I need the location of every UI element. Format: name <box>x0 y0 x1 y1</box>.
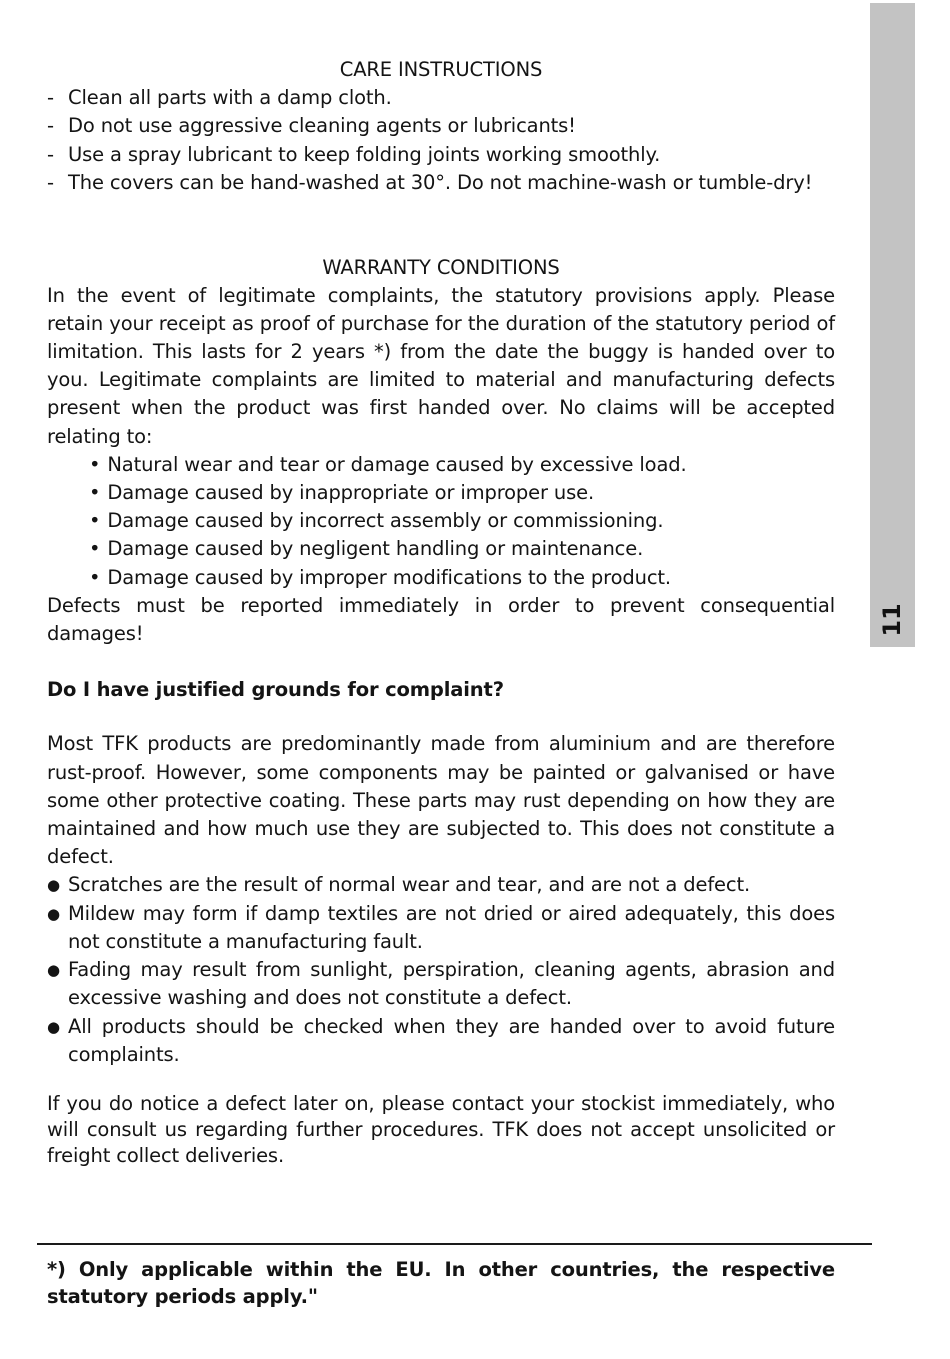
footnote: *) Only applicable within the EU. In other countries, the respective statutory periods apply." <box>47 1258 835 1308</box>
complaint-item: ● Mildew may form if damp textiles are not dried or aired adequately, this does not constitute a manufacturing fault. <box>47 901 835 953</box>
complaint-item: ● Fading may result from sunlight, perspiration, cleaning agents, abrasion and excessive washing and does not constitute a defect. <box>47 958 835 1010</box>
complaint-item: ● Scratches are the result of normal wear and tear, and are not a defect. <box>47 873 751 897</box>
warranty-conditions-heading: WARRANTY CONDITIONS <box>322 255 560 279</box>
exclusion-item: • Damage caused by inappropriate or improper use. <box>89 481 595 505</box>
page-number: 11 <box>878 603 906 637</box>
complaint-question: Do I have justified grounds for complaint? <box>47 678 504 702</box>
exclusion-item: • Damage caused by incorrect assembly or commissioning. <box>89 509 664 533</box>
page-side-tab <box>870 3 915 647</box>
page-content <box>47 56 835 1169</box>
care-item: - Do not use aggressive cleaning agents or lubricants! <box>47 114 576 138</box>
exclusion-item: • Natural wear and tear or damage caused by excessive load. <box>89 452 687 476</box>
care-item: - The covers can be hand-washed at 30°. Do not machine-wash or tumble-dry! <box>47 171 813 195</box>
exclusion-item: • Damage caused by improper modifications to the product. <box>89 565 671 589</box>
care-item: - Clean all parts with a damp cloth. <box>47 86 392 109</box>
exclusion-item: • Damage caused by negligent handling or maintenance. <box>89 537 644 561</box>
warranty-intro: In the event of legitimate complaints, the statutory provisions apply. Please retain your receipt as proof of purchase for the duration of the statutory period of limitation. This lasts for 2 years *) from the date the buggy is handed over to you. Legitimate complaints are limited to material and manufacturing defects present when the product was first handed over. No claims will be accepted relating to: <box>47 283 835 448</box>
complaint-items-list <box>47 871 835 1068</box>
warranty-exclusions-list <box>47 451 835 592</box>
care-instructions-list <box>47 84 835 198</box>
care-item: - Use a spray lubricant to keep folding joints working smoothly. <box>47 142 661 166</box>
closing-paragraph: If you do notice a defect later on, please contact your stockist immediately, who will consult us regarding further procedures. TFK does not accept unsolicited or freight collect deliveries. <box>47 1091 835 1167</box>
footnote-divider <box>37 1243 872 1245</box>
complaint-paragraph: Most TFK products are predominantly made from aluminium and are therefore rust-proof. However, some components may be painted or galvanised or have some other protective coating. These parts may rust depending on how they are maintained and how much use they are subjected to. This does not constitute a defect. <box>47 732 835 869</box>
care-instructions-heading: CARE INSTRUCTIONS <box>339 58 543 81</box>
complaint-item: ● All products should be checked when they are handed over to avoid future complaints. <box>47 1014 835 1066</box>
report-note: Defects must be reported immediately in order to prevent consequential damages! <box>47 593 835 646</box>
